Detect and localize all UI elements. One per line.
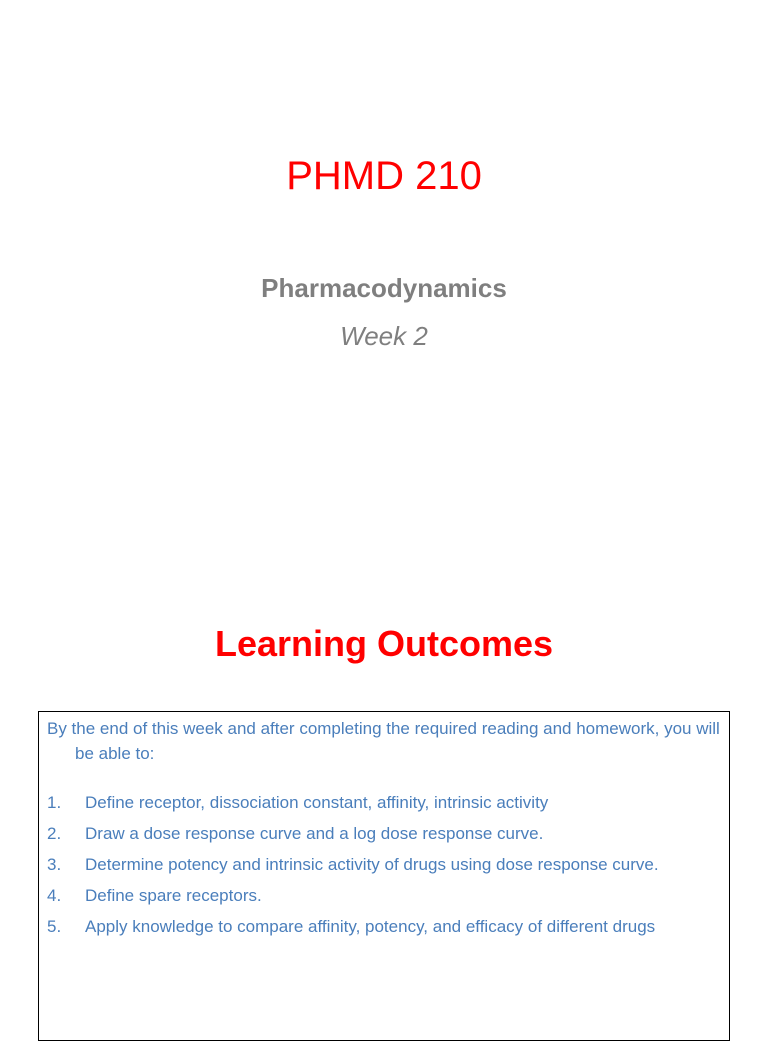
outcome-item	[47, 914, 721, 939]
outcome-list	[47, 790, 721, 939]
outcome-text: Define receptor, dissociation constant, affinity, intrinsic activity	[85, 793, 549, 812]
outcomes-title: Learning Outcomes	[214, 623, 554, 664]
outcome-number: 4.	[47, 886, 62, 905]
outcomes-intro: By the end of this week and after completing the required reading and homework, you will be able to:	[47, 719, 720, 763]
outcome-number: 5.	[47, 917, 62, 936]
outcome-item	[47, 790, 721, 815]
course-title: PHMD 210	[286, 154, 482, 198]
outcome-text: Determine potency and intrinsic activity of drugs using dose response curve.	[85, 855, 659, 874]
outcome-number: 2.	[47, 824, 62, 843]
outcome-item	[47, 852, 721, 877]
outcome-text: Draw a dose response curve and a log dose response curve.	[85, 824, 544, 843]
outcome-item	[47, 821, 721, 846]
learning-outcomes-slide	[0, 576, 768, 1024]
outcomes-box	[38, 711, 730, 1041]
outcome-text: Apply knowledge to compare affinity, potency, and efficacy of different drugs	[85, 917, 656, 936]
subtitle: Pharmacodynamics	[261, 273, 507, 303]
outcome-item	[47, 883, 721, 908]
outcome-number: 3.	[47, 855, 62, 874]
outcome-text: Define spare receptors.	[85, 886, 262, 905]
outcome-number: 1.	[47, 793, 62, 812]
week-label: Week 2	[340, 321, 428, 351]
